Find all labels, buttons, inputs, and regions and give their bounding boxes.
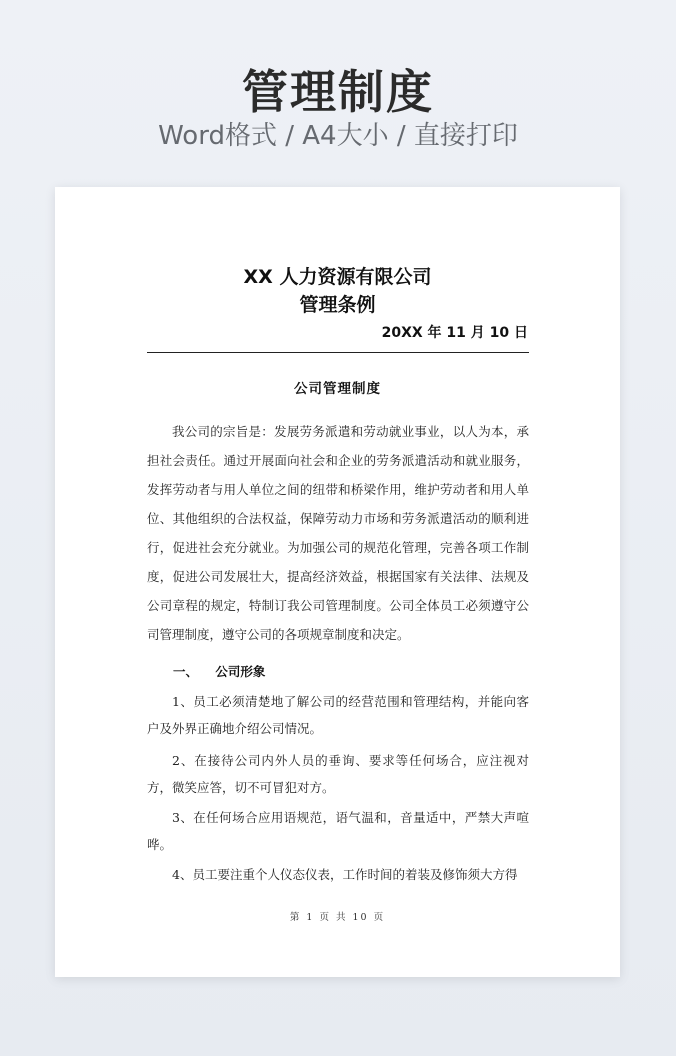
page-number: 第 1 页 共 10 页 — [289, 912, 386, 923]
list-item: 2、在接待公司内外人员的垂询、要求等任何场合，应注视对方，微笑应答，切不可冒犯对方。 — [147, 753, 529, 795]
document-date: 20XX 年 11 月 10 日 — [381, 325, 528, 341]
list-item: 3、在任何场合应用语规范，语气温和，音量适中，严禁大声喧哗。 — [147, 810, 529, 852]
subheading-company-image: 一、 公司形象 — [173, 664, 266, 679]
list-item: 4、员工要注重个人仪态仪表，工作时间的着装及修饰须大方得 — [172, 867, 518, 882]
document-page — [55, 187, 620, 977]
list-item: 1、员工必须清楚地了解公司的经营范围和管理结构，并能向客户及外界正确地介绍公司情况。 — [147, 694, 529, 736]
section-title: 公司管理制度 — [294, 381, 381, 397]
document-heading: 管理条例 — [299, 294, 376, 316]
company-name: XX 人力资源有限公司 — [243, 266, 432, 288]
banner-subtitle: Word格式 / A4大小 / 直接打印 — [158, 121, 518, 151]
header-divider — [147, 352, 529, 353]
banner-title: 管理制度 — [242, 65, 434, 119]
intro-paragraph: 我公司的宗旨是：发展劳务派遣和劳动就业事业，以人为本，承担社会责任。通过开展面向社会和企业的劳务派遣活动和就业服务，发挥劳动者与用人单位之间的纽带和桥梁作用，维护劳动者和用人单位、其他组织的合法权益，保障劳动力市场和劳务派遣活动的顺利进行，促进社会充分就业。为加强公司的规范化管理，完善各项工作制度，促进公司发展壮大，提高经济效益，根据国家有关法律、法规及公司章程的规定，特制订我公司管理制度。公司全体员工必须遵守公司管理制度，遵守公司的各项规章制度和决定。 — [147, 424, 529, 642]
